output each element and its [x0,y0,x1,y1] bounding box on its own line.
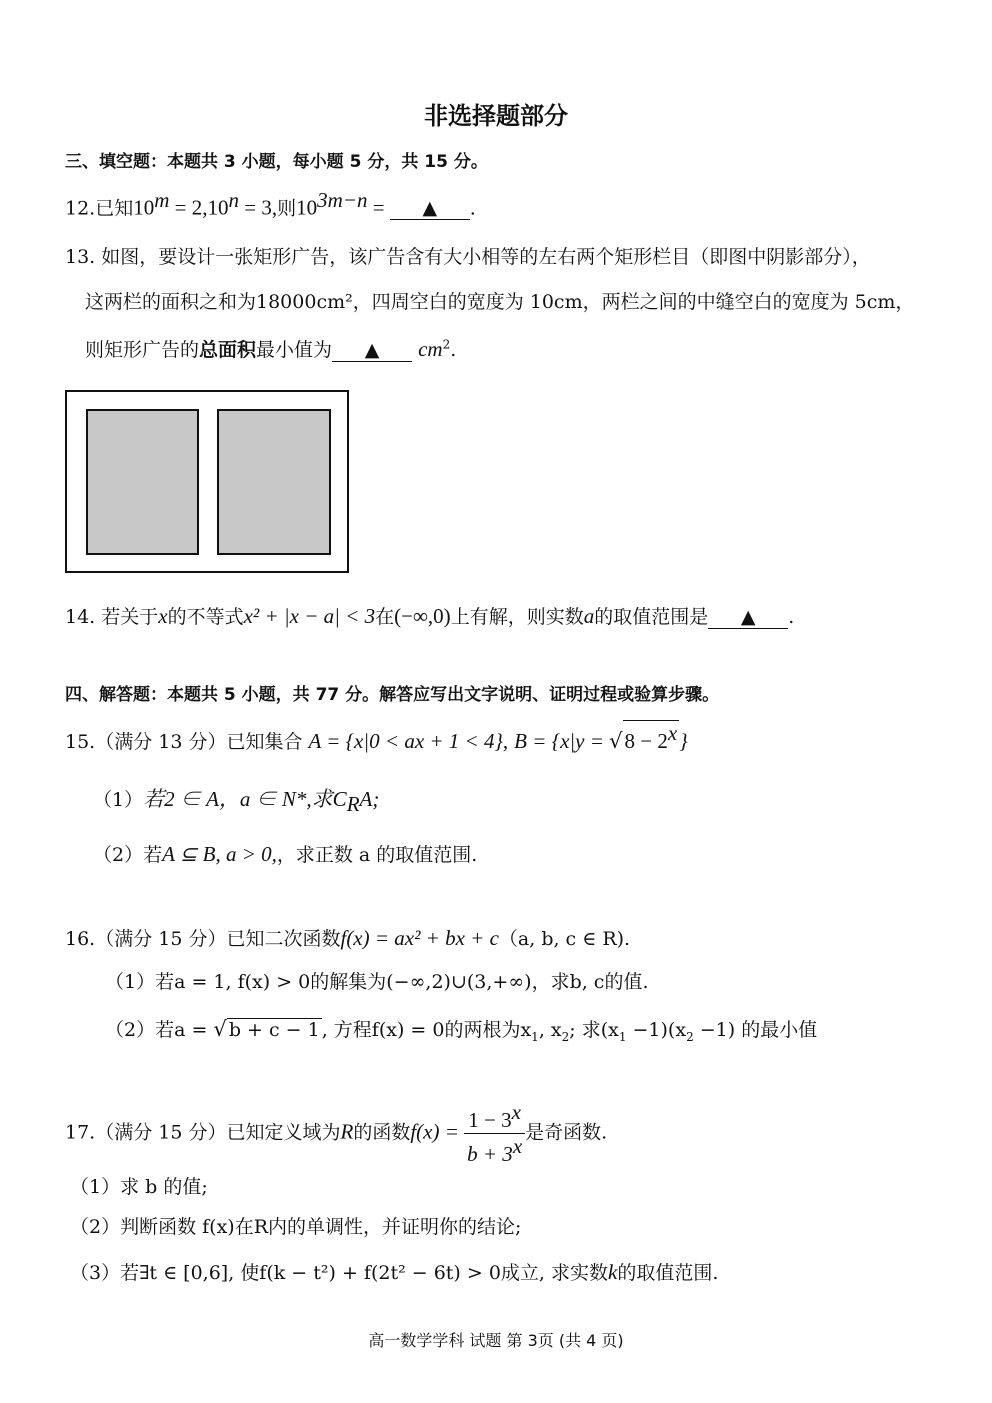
q12-number: 12. [65,197,96,220]
answer-blank[interactable]: ▲ [332,339,412,362]
q17-part-3: （3）若∃t ∈ [0,6], 使f(k − t²) + f(2t² − 6t) > 0成立, 求实数k的取值范围. [70,1260,719,1284]
q15-part-1: （1）若2 ∈ A，a ∈ N*,求$C_RA$; [93,787,380,816]
page-title: 非选择题部分 [424,102,568,130]
question-12: 12.已知$10^m = 2,10^n = 3$,则$10^{3m-n}$ = ▲ . [65,188,476,220]
answer-blank[interactable]: ▲ [708,606,788,629]
page-footer: 高一数学学科 试题 第 3页 (共 4 页) [368,1331,624,1350]
question-14: 14. 若关于x的不等式x² + |x − a| < 3在(−∞,0)上有解，则实数a的取值范围是 ▲ . [65,604,795,628]
right-column-shaded [217,409,331,555]
question-15: 15.（满分 13 分）已知集合 A = {x|0 < ax + 1 < 4}, $B = \{x|y = √8 - 2^x\}$ [65,721,688,753]
question-17: 17.（满分 15 分）已知定义域为R的函数f(x) = $\frac{1 - 3^x}{b + 3^x}$ 是奇函数. [65,1100,608,1166]
fraction: $\frac{1 - 3^x}{b + 3^x}$ [464,1100,525,1167]
question-16: 16.（满分 15 分）已知二次函数f(x) = ax² + bx + c（a, b, c ∈ R). [65,926,631,950]
q17-part-1: （1）求 b 的值; [70,1176,208,1198]
q16-part-2: （2）若a = √ b + c − 1 , 方程f(x) = 0的两根为$x_1$, $x_2$; 求$(x_1 -1)(x_2 -1)$ 的最小值 [105,1017,818,1044]
section-3-heading: 三、填空题：本题共 3 小题，每小题 5 分，共 15 分。 [65,152,488,172]
q13-line-1: 13. 如图，要设计一张矩形广告，该广告含有大小相等的左右两个矩形栏目（即图中阴影部分）， [65,246,871,268]
answer-blank[interactable]: ▲ [390,197,470,220]
q13-line-3: 则矩形广告的总面积最小值为 ▲ $cm^2$. [85,337,457,361]
q17-part-2: （2）判断函数 f(x)在R内的单调性，并证明你的结论; [70,1216,522,1238]
q13-line-2: 这两栏的面积之和为18000cm²，四周空白的宽度为 10cm，两栏之间的中缝空白的宽度为 5cm， [85,291,915,313]
left-column-shaded [86,409,199,555]
q16-part-1: （1）若a = 1, f(x) > 0的解集为(−∞,2)∪(3,+∞)，求b, c的值. [105,971,649,993]
q15-part-2: （2）若A ⊆ B, a > 0,，求正数 a 的取值范围. [93,842,478,866]
section-4-heading: 四、解答题：本题共 5 小题，共 77 分。解答应写出文字说明、证明过程或验算步骤。 [65,685,720,705]
advertisement-diagram [65,390,349,573]
